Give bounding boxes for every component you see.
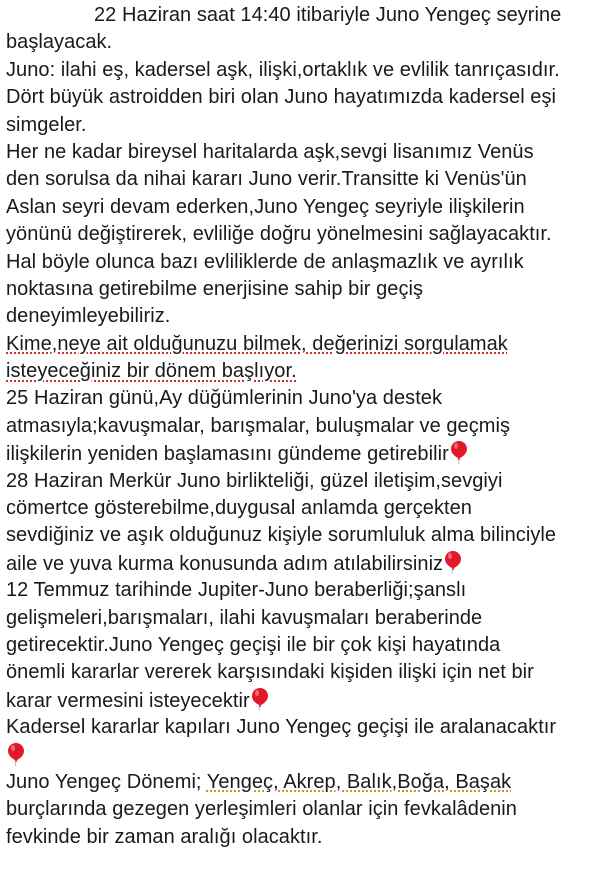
text-segment: Juno Yengeç Dönemi; [6,770,207,793]
text-line: atmasıyla;kavuşmalar, barışmalar, buluşmalar ve geçmiş [6,414,510,437]
text-line: noktasına getirebilme enerjisine sahip bir geçiş [6,277,424,300]
red-balloon-icon [251,687,269,711]
document-body [6,2,598,851]
text-line-with-icon [6,687,598,714]
text-line: cömertce gösterebilme,duygusal anlamda gerçekten [6,497,472,520]
text-line: 28 Haziran Merkür Juno birlikteliği, güzel iletişim,sevgiyi [6,469,503,492]
text-line-with-icon [6,550,598,577]
grammar-underlined-text[interactable]: Yengeç, Akrep, Balık,Boğa, Başak [206,770,512,793]
text-line: Kadersel kararlar kapıları Juno Yengeç geçişi ile aralanacaktır [6,716,557,739]
text-line: önemli kararlar vererek karşısındaki kişiden ilişki için net bir [6,661,534,684]
text-line: Her ne kadar bireysel haritalarda aşk,sevgi lisanımız Venüs [6,140,534,163]
text-line-underlined [6,331,598,358]
text-line: Dört büyük astroidden biri olan Juno hayatımızda kadersel eşi [6,86,557,109]
text-segment: aile ve yuva kurma konusunda adım atılabilirsiniz [6,552,444,575]
red-balloon-icon [7,742,25,766]
text-line: fevkinde bir zaman aralığı olacaktır. [6,825,323,848]
text-line-underlined [6,358,598,385]
text-line: Aslan seyri devam ederken,Juno Yengeç seyriyle ilişkilerin [6,195,525,218]
text-line: yönünü değiştirerek, evliliğe doğru yönelmesini sağlayacaktır. [6,223,552,246]
text-segment: ilişkilerin yeniden başlamasını gündeme getirebilir [6,443,449,466]
text-segment: karar vermesini isteyecektir [6,689,250,712]
text-line: Juno: ilahi eş, kadersel aşk, ilişki,ortaklık ve evlilik tanrıçasıdır. [6,58,560,81]
text-line-underlined [6,769,598,796]
text-line-with-icon [6,440,598,467]
red-balloon-icon [444,550,462,574]
text-line: Hal böyle olunca bazı evliliklerde de anlaşmazlık ve ayrılık [6,250,524,273]
text-line: 25 Haziran günü,Ay düğümlerinin Juno'ya destek [6,387,443,410]
spellcheck-underlined-text[interactable]: Kime,neye ait olduğunuzu bilmek, değerinizi sorgulamak [6,332,508,355]
text-line: deneyimleyebiliriz. [6,305,171,328]
text-line: sevdiğiniz ve aşık olduğunuz kişiyle sorumluluk alma bilinciyle [6,524,557,547]
text-line: 22 Haziran saat 14:40 itibariyle Juno Yengeç seyrine [94,4,562,26]
icon-line [6,742,598,769]
text-line: burçlarında gezegen yerleşimleri olanlar için fevkalâdenin [6,798,517,821]
red-balloon-icon [450,440,468,464]
text-line: simgeler. [6,113,87,136]
text-line: getirecektir.Juno Yengeç geçişi ile bir çok kişi hayatında [6,633,501,656]
text-line: gelişmeleri,barışmaları, ilahi kavuşmaları beraberinde [6,606,483,629]
text-line: den sorulsa da nihai kararı Juno verir.Transitte ki Venüs'ün [6,168,527,191]
spellcheck-underlined-text[interactable]: isteyeceğiniz bir dönem başlıyor. [6,360,297,383]
text-line: 12 Temmuz tarihinde Jupiter-Juno beraberliği;şanslı [6,579,467,602]
text-line: başlayacak. [6,31,113,54]
